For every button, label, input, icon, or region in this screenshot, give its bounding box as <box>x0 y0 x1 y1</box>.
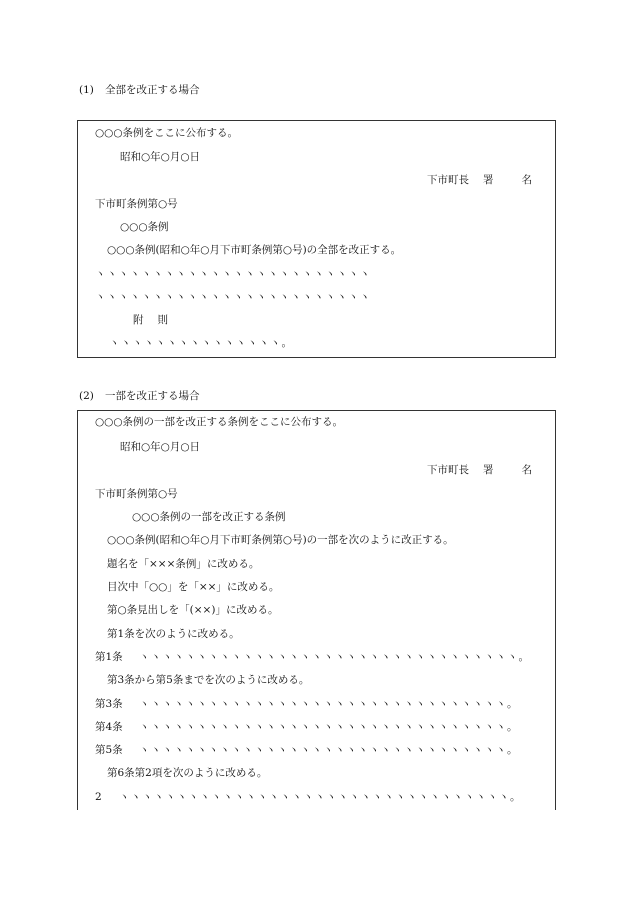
section1-example-box <box>77 120 556 358</box>
section1-body-text-1: ヽヽヽヽヽヽヽヽヽヽヽヽヽヽヽヽヽヽヽヽヽヽヽヽ <box>95 268 371 280</box>
section2-signature-title: 下市町長 <box>427 464 469 476</box>
section2-paragraph2-label: 2 <box>95 791 102 803</box>
section2-article5-label: 第5条 <box>95 744 123 756</box>
section1-title: 全部を改正する場合 <box>105 84 200 96</box>
section2-article3-label: 第3条 <box>95 698 123 710</box>
section2-number: (2) <box>79 390 94 402</box>
section2-article3 <box>95 699 519 710</box>
section1-supplementary-text: ヽヽヽヽヽヽヽヽヽヽヽヽヽヽヽ。 <box>109 337 293 349</box>
section2-article1-label: 第1条 <box>95 651 123 663</box>
section2-date: 昭和○年○月○日 <box>120 441 200 453</box>
section2-article1-text: ヽヽヽヽヽヽヽヽヽヽヽヽヽヽヽヽヽヽヽヽヽヽヽヽヽヽヽヽヽヽヽヽヽ。 <box>139 651 530 663</box>
section2-article4 <box>95 722 519 733</box>
section1-body-sentence: ○○○条例(昭和○年○月下市町条例第○号)の全部を改正する。 <box>107 244 402 256</box>
section2-signature <box>427 465 532 476</box>
section2-heading <box>79 391 200 402</box>
section1-signature-char2: 名 <box>521 174 532 186</box>
section1-supplementary-char1: 附 <box>133 314 144 326</box>
section2-amend-title: 題名を「×××条例」に改める。 <box>107 558 260 570</box>
section2-signature-char1: 署 <box>483 464 494 476</box>
section2-amend-toc: 目次中「○○」を「××」に改める。 <box>107 581 280 593</box>
section2-promulgation: ○○○条例の一部を改正する条例をここに公布する。 <box>95 416 343 428</box>
section2-title: 一部を改正する場合 <box>105 390 200 402</box>
section1-ordinance-name: ○○○条例 <box>120 221 169 233</box>
section1-signature-title: 下市町長 <box>427 174 469 186</box>
section2-article5 <box>95 745 519 756</box>
section2-amend-article6: 第6条第2項を次のように改める。 <box>107 767 268 779</box>
section1-supplementary-heading <box>133 315 168 326</box>
section2-paragraph2 <box>95 792 522 803</box>
section2-article4-text: ヽヽヽヽヽヽヽヽヽヽヽヽヽヽヽヽヽヽヽヽヽヽヽヽヽヽヽヽヽヽヽヽ。 <box>139 721 519 733</box>
section1-body-text-2: ヽヽヽヽヽヽヽヽヽヽヽヽヽヽヽヽヽヽヽヽヽヽヽヽ <box>95 291 371 303</box>
section1-signature <box>427 175 532 186</box>
section2-example-box <box>77 410 556 810</box>
section1-date: 昭和○年○月○日 <box>120 151 200 163</box>
section2-amend-heading: 第○条見出しを「(××)」に改める。 <box>107 604 279 616</box>
section1-heading <box>79 85 200 96</box>
section1-supplementary-char2: 則 <box>157 314 168 326</box>
section1-number: (1) <box>79 84 94 96</box>
section2-ordinance-number: 下市町条例第○号 <box>95 488 178 500</box>
section2-ordinance-name: ○○○条例の一部を改正する条例 <box>132 511 286 523</box>
section1-ordinance-number: 下市町条例第○号 <box>95 198 178 210</box>
section2-article5-text: ヽヽヽヽヽヽヽヽヽヽヽヽヽヽヽヽヽヽヽヽヽヽヽヽヽヽヽヽヽヽヽヽ。 <box>139 744 519 756</box>
section2-signature-char2: 名 <box>521 464 532 476</box>
section2-body-sentence: ○○○条例(昭和○年○月下市町条例第○号)の一部を次のように改正する。 <box>107 534 454 546</box>
section2-article1 <box>95 652 530 663</box>
section2-article4-label: 第4条 <box>95 721 123 733</box>
section2-amend-article3to5: 第3条から第5条までを次のように改める。 <box>107 674 310 686</box>
section2-amend-article1: 第1条を次のように改める。 <box>107 628 240 640</box>
section1-signature-char1: 署 <box>483 174 494 186</box>
section2-paragraph2-text: ヽヽヽヽヽヽヽヽヽヽヽヽヽヽヽヽヽヽヽヽヽヽヽヽヽヽヽヽヽヽヽヽヽヽ。 <box>119 791 522 803</box>
section1-promulgation: ○○○条例をここに公布する。 <box>95 127 238 139</box>
section2-article3-text: ヽヽヽヽヽヽヽヽヽヽヽヽヽヽヽヽヽヽヽヽヽヽヽヽヽヽヽヽヽヽヽヽ。 <box>139 698 519 710</box>
